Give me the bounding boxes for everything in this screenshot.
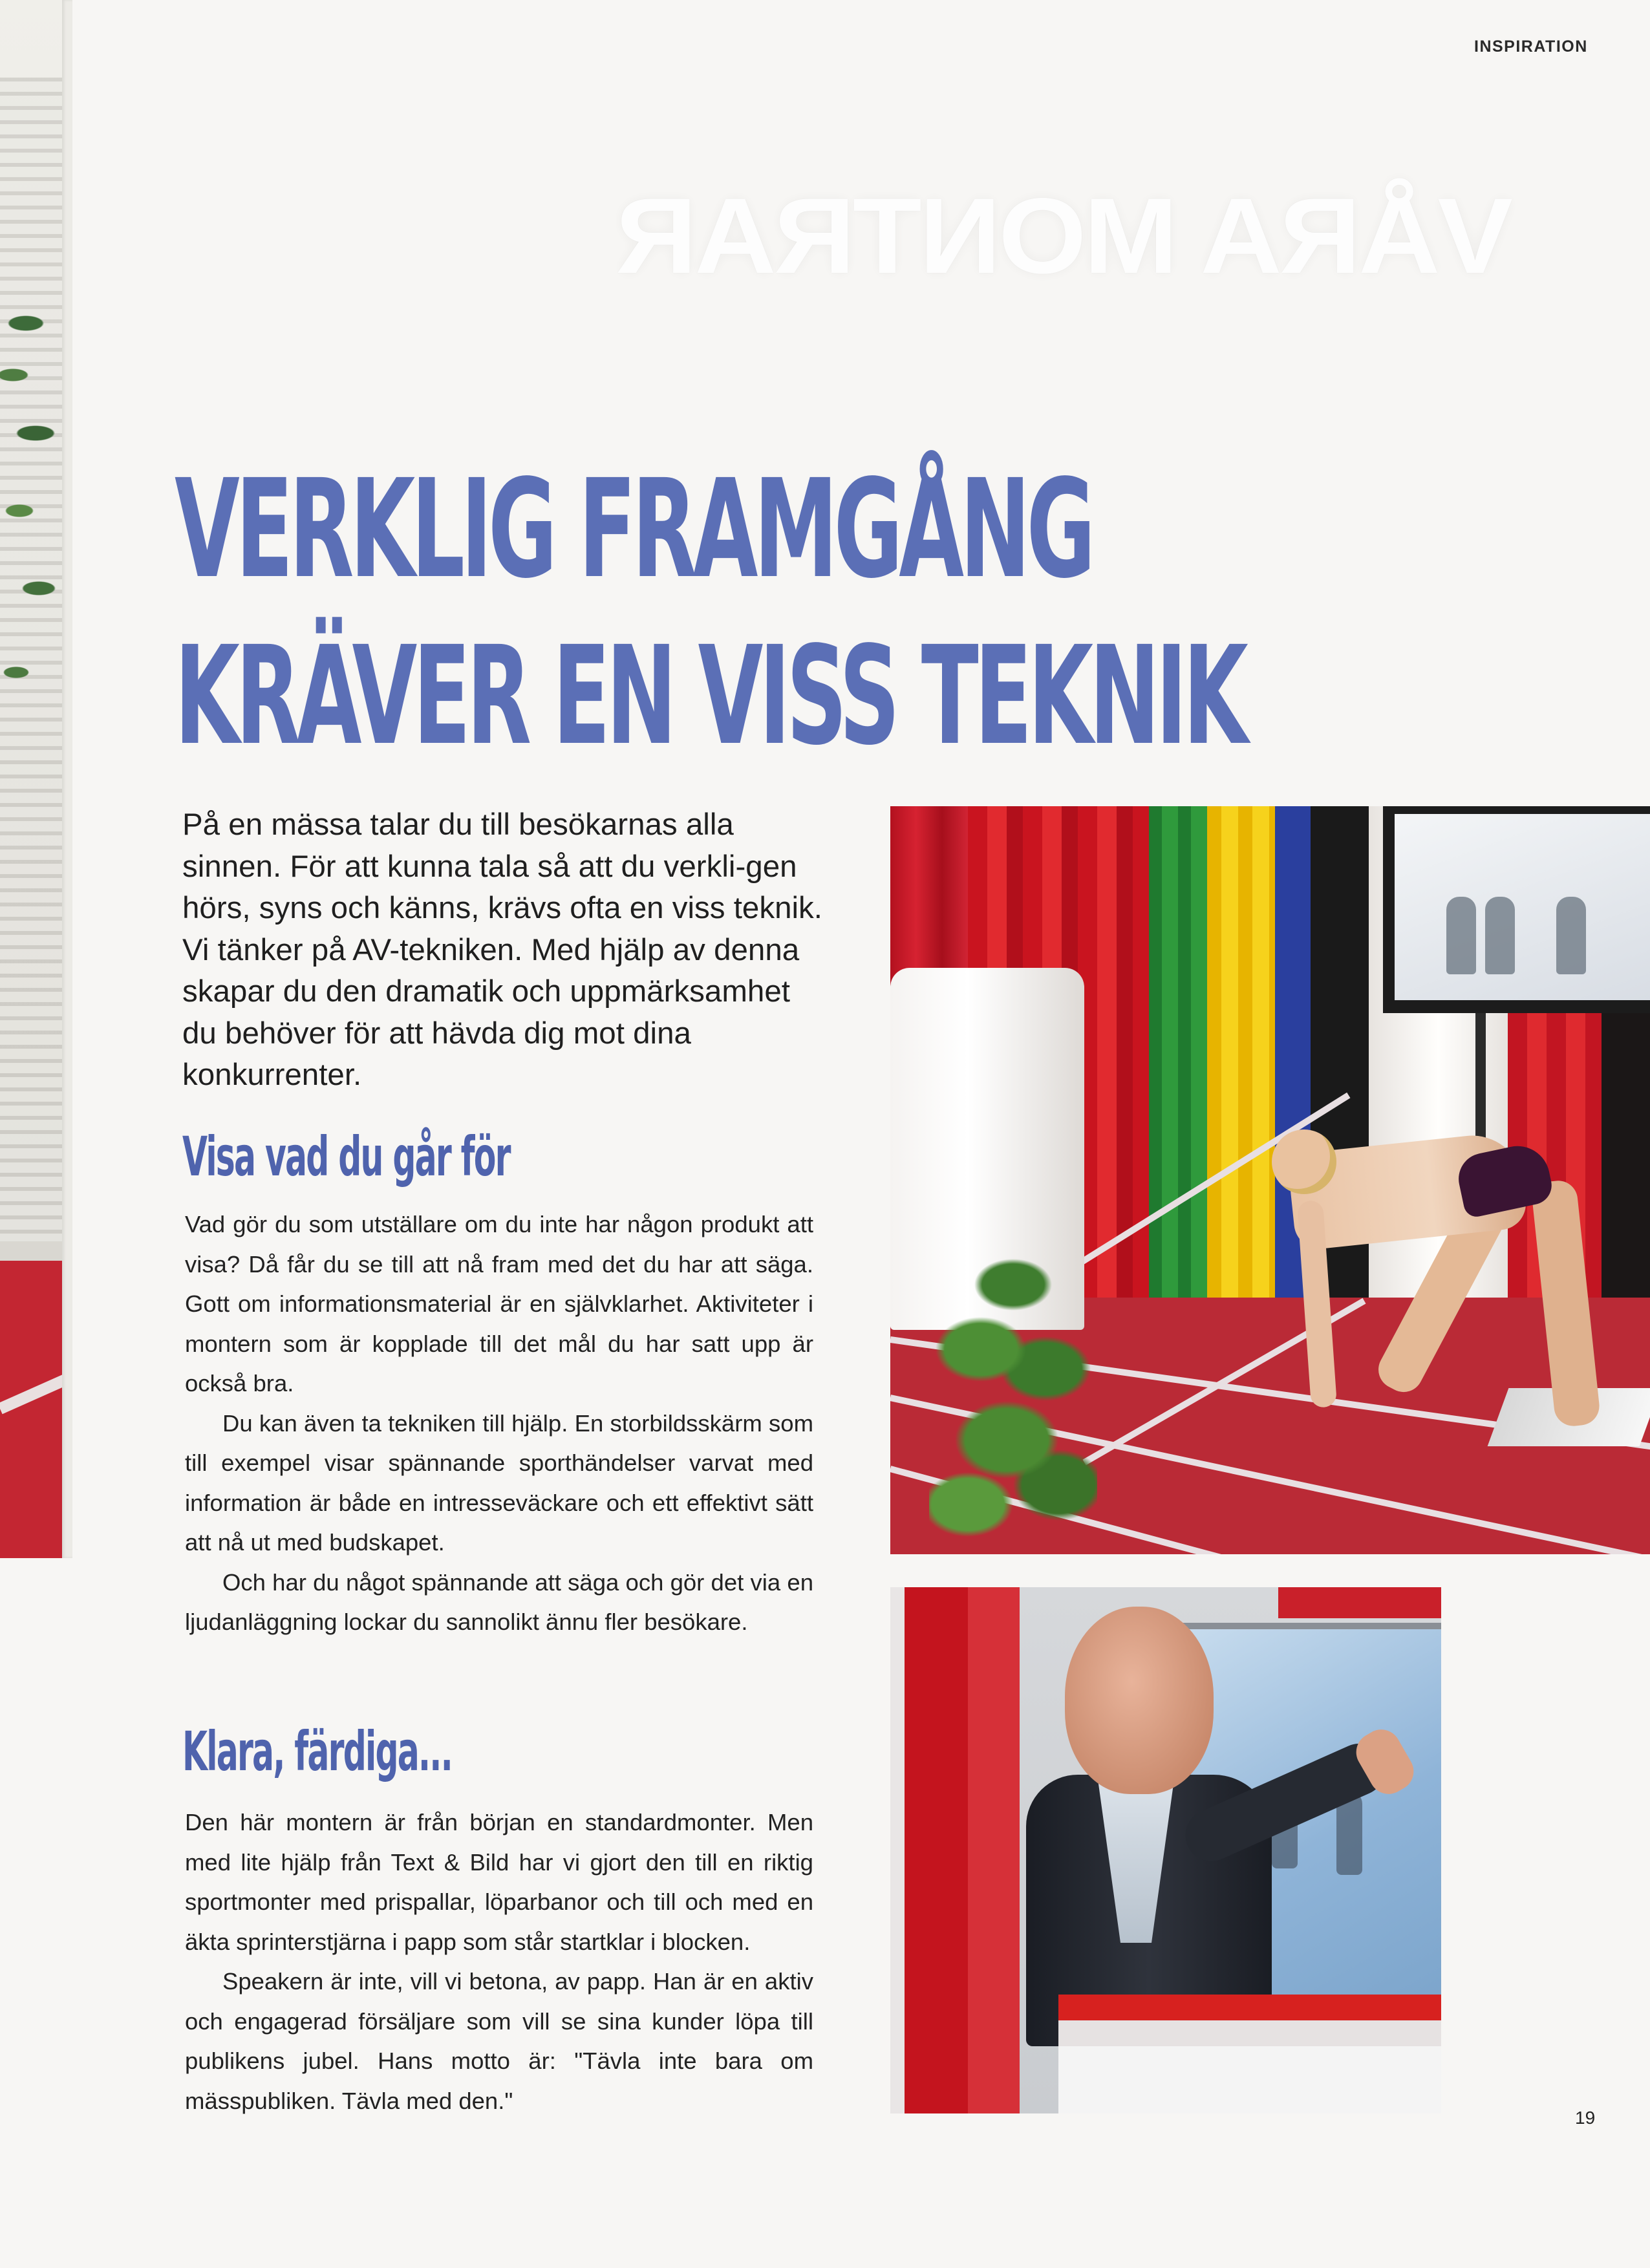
section-2-paragraph-2: Speakern är inte, vill vi betona, av papp. Han är en aktiv och engagerad försäljare som vill se sina kunder löpa till publikens jubel. Hans motto är: "Tävla inte bara om mässpubliken. Tävla med den." <box>185 1968 813 2114</box>
section-tag: INSPIRATION <box>1474 37 1588 56</box>
curtain-yellow <box>1207 806 1275 1298</box>
red-panel <box>890 1587 1020 2113</box>
screen-figure <box>1446 897 1476 974</box>
page-binding <box>62 0 72 1558</box>
speaker-desk <box>1058 1995 1441 2113</box>
section-1-paragraph-2: Du kan även ta tekniken till hjälp. En storbildsskärm som till exempel visar spännande sporthändelser varvat med information är både en intresseväckare och ett effektivt sätt att nå ut med budskapet. <box>185 1409 813 1556</box>
headline-line-1: VERKLIG FRAMGÅNG <box>175 450 1092 608</box>
plant-leaves <box>0 297 58 750</box>
photo-speaker <box>890 1587 1441 2113</box>
section-2-heading: Klara, färdiga... <box>182 1720 452 1783</box>
page-number: 19 <box>1575 2108 1596 2128</box>
speaker-head <box>1065 1607 1214 1794</box>
section-2-paragraph-1: Den här montern är från början en standardmonter. Men med lite hjälp från Text & Bild har vi gjort den till en riktig sportmonter med prispallar, löparbanor och till och med en äkta sprinterstjärna i papp som står startklar i blocken. <box>185 1809 813 1955</box>
section-1-paragraph-3: Och har du något spännande att säga och gör det via en ljudanläggning lockar du sannolikt ännu fler besökare. <box>185 1568 813 1635</box>
section-2-body <box>185 1803 813 2121</box>
potted-plant <box>929 1220 1097 1554</box>
screen-figure <box>1556 897 1586 974</box>
curtain-green <box>1149 806 1207 1298</box>
headline-line-2: KRÄVER EN VISS TEKNIK <box>175 617 1245 775</box>
lead-paragraph: På en mässa talar du till besökarnas alla sinnen. För att kunna tala så att du verkli-gen hörs, syns och känns, krävs ofta en viss teknik. Vi tänker på AV-tekniken. Med hjälp av denna skapar du den dramatik och uppmärksamhet du behöver för att hävda dig mot dina konkurrenter. <box>182 808 823 1092</box>
section-1-body <box>185 1204 813 1642</box>
ghost-title: VÅRA MONTRAR <box>617 176 1513 297</box>
left-page-edge <box>0 0 72 1558</box>
tv-screen <box>1383 806 1650 1013</box>
sprinter-head <box>1272 1129 1336 1194</box>
screen-figure <box>1485 897 1515 974</box>
photo-sprinter-booth <box>890 806 1650 1554</box>
section-1-heading: Visa vad du går för <box>182 1125 510 1188</box>
red-panel-top <box>1278 1587 1441 1618</box>
headline <box>175 446 1245 780</box>
section-1-paragraph-1: Vad gör du som utställare om du inte har någon produkt att visa? Då får du se till att nå fram med det du har att säga. Gott om informationsmaterial är en självklarhet. Aktiviteter i montern som är kopplade till det mål du har satt upp är också bra. <box>185 1211 813 1396</box>
tv-screen-display <box>1395 814 1650 1000</box>
